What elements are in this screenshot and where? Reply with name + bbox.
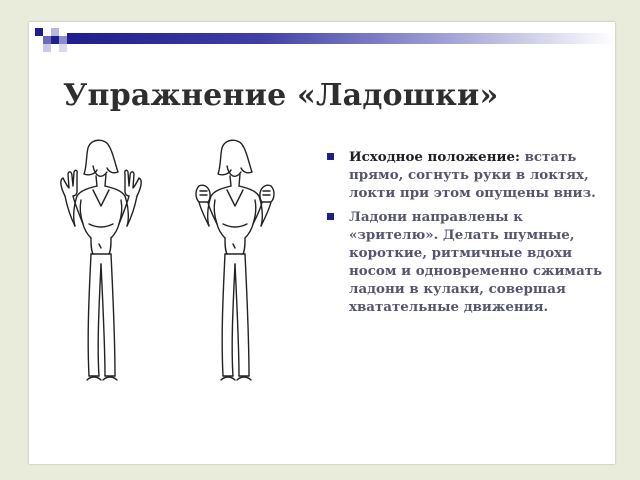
list-item — [325, 208, 611, 316]
list-item-text: Ладони направлены к «зрителю». Делать шумные, короткие, ритмичные вдохи носом и одновременно сжимать ладони в кулаки, совершая хватательные движения. — [349, 209, 603, 315]
square-bullet-icon — [327, 213, 334, 220]
figure-open-palms — [61, 140, 141, 380]
slide-title: Упражнение «Ладошки» — [63, 78, 499, 113]
header-bar — [67, 33, 615, 44]
slide — [29, 22, 615, 464]
list-item-lead: Исходное положение: — [349, 149, 520, 165]
figure-fists — [196, 140, 274, 380]
exercise-illustration — [53, 136, 311, 382]
list-item-text: встать прямо, согнуть руки в локтях, локти при этом опущены вниз. — [349, 149, 596, 201]
list-item — [325, 148, 611, 202]
square-bullet-icon — [327, 153, 334, 160]
instruction-list — [325, 148, 611, 322]
